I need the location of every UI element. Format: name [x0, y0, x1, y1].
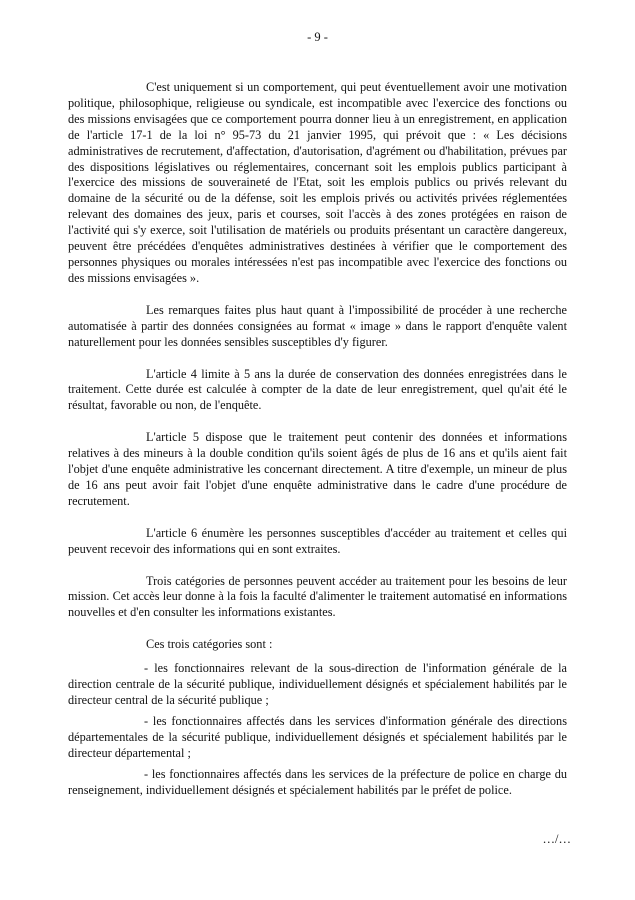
document-body — [68, 80, 567, 803]
paragraph-article-6: L'article 6 énumère les personnes susceptibles d'accéder au traitement et celles qui peuvent recevoir des informations qui en sont extraites. — [68, 525, 567, 556]
page-number: - 9 - — [307, 30, 328, 44]
continuation-mark: …/… — [542, 832, 571, 846]
list-item: - les fonctionnaires affectés dans les services de la préfecture de police en charge du renseignement, individuellement désignés et spécialement habilités par le préfet de police. — [68, 766, 567, 797]
paragraph-three-categories: Trois catégories de personnes peuvent accéder au traitement pour les besoins de leur mission. Cet accès leur donne à la fois la faculté d'alimenter le traitement automatisé en informations nouvelles et d'en consulter les informations existantes. — [68, 573, 567, 620]
list-item: - les fonctionnaires relevant de la sous-direction de l'information générale de la direction centrale de la sécurité publique, individuellement désignés et spécialement habilités par le directeur central de la sécurité publique ; — [68, 661, 567, 707]
paragraph-categories-intro: Ces trois catégories sont : — [146, 637, 273, 652]
list-item: - les fonctionnaires affectés dans les services d'information générale des directions départementales de la sécurité publique, individuellement désignés et spécialement habilités par le directeur départemental ; — [68, 713, 567, 760]
paragraph-article-5: L'article 5 dispose que le traitement peut contenir des données et informations relatives à des mineurs à la double condition qu'ils soient âgés de plus de 16 ans et qu'ils aient fait l'objet d'une enquête administrative les concernant directement. A titre d'exemple, un mineur de plus de 16 ans peut avoir fait l'objet d'une enquête administrative dans le cadre d'une procédure de recrutement. — [68, 430, 567, 508]
paragraph-behavior-registration: C'est uniquement si un comportement, qui peut éventuellement avoir une motivation politique, philosophique, religieuse ou syndicale, est incompatible avec l'exercice des fonctions ou des missions envisagées que ce comportement pourra donner lieu à un enregistrement, en application de l'article 17-1 de la loi n° 95-73 du 21 janvier 1995, qui prévoit que : « Les décisions administratives de recrutement, d'affectation, d'autorisation, d'agrément ou d'habilitation, prévues par des dispositions législatives ou réglementaires, concernant soit les emplois publics participant à l'exercice des missions de souveraineté de l'Etat, soit les emplois publics ou privés relevant du domaine de la sécurité ou de la défense, soit les emplois privés ou activités privées réglementées relevant des domaines des jeux, paris et courses, soit l'accès à des zones protégées en raison de l'activité qui s'y exerce, soit l'utilisation de matériels ou produits présentant un caractère dangereux, peuvent être précédées d'enquêtes administratives destinées à vérifier que le comportement des personnes physiques ou morales intéressées n'est pas incompatible avec l'exercice des fonctions ou des missions envisagées ». — [68, 80, 567, 285]
paragraph-article-4: L'article 4 limite à 5 ans la durée de conservation des données enregistrées dans le traitement. Cette durée est calculée à compter de la date de leur enregistrement, quel qu'ait été le résultat, favorable ou non, de l'enquête. — [68, 366, 567, 413]
paragraph-image-format-remarks: Les remarques faites plus haut quant à l'impossibilité de procéder à une recherche automatisée à partir des données consignées au format « image » dans le rapport d'enquête valent naturellement pour les données sensibles susceptibles d'y figurer. — [68, 302, 567, 349]
